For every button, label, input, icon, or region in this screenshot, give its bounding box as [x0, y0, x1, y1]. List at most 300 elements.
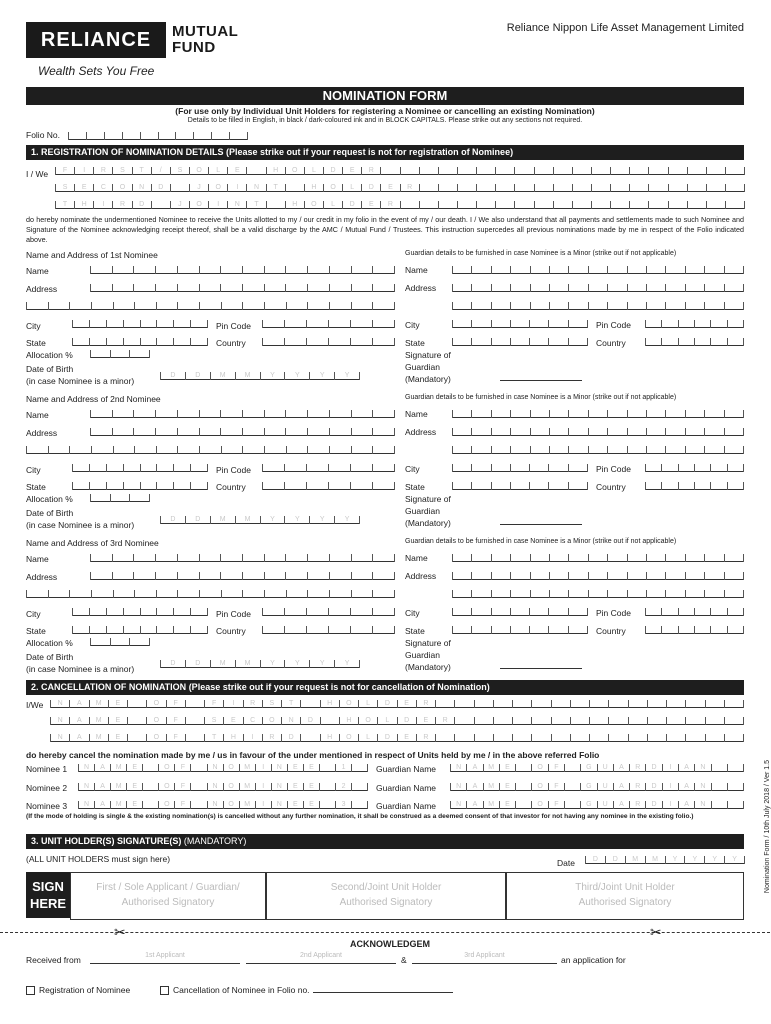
char-box[interactable] [727, 338, 744, 346]
char-box[interactable] [372, 608, 395, 616]
char-box[interactable]: D [605, 856, 625, 864]
char-box[interactable] [549, 446, 568, 454]
char-box[interactable] [284, 626, 306, 634]
guardian-address-line2[interactable] [452, 442, 744, 454]
char-box[interactable] [476, 201, 495, 209]
char-box[interactable] [329, 446, 351, 454]
char-box[interactable] [264, 266, 286, 274]
char-box[interactable] [133, 410, 155, 418]
char-box[interactable] [452, 302, 471, 310]
char-box[interactable] [400, 167, 419, 175]
char-box[interactable] [491, 410, 510, 418]
char-box[interactable]: D [160, 516, 185, 524]
char-box[interactable] [724, 590, 744, 598]
char-box[interactable] [177, 590, 199, 598]
char-box[interactable] [704, 410, 723, 418]
nominee-pin-input[interactable] [262, 460, 395, 472]
char-box[interactable] [329, 554, 351, 562]
char-box[interactable] [112, 554, 134, 562]
char-box[interactable] [89, 482, 106, 490]
char-box[interactable] [591, 201, 610, 209]
char-box[interactable] [589, 734, 608, 742]
char-box[interactable] [286, 446, 308, 454]
char-box[interactable] [628, 717, 647, 725]
char-box[interactable] [471, 554, 490, 562]
char-box[interactable] [127, 700, 146, 708]
char-box[interactable] [350, 626, 372, 634]
char-box[interactable] [242, 284, 264, 292]
char-box[interactable]: M [235, 516, 260, 524]
char-box[interactable] [610, 201, 629, 209]
char-box[interactable]: F [548, 783, 564, 791]
char-box[interactable]: H [285, 201, 304, 209]
char-box[interactable]: M [210, 372, 235, 380]
char-box[interactable] [668, 184, 687, 192]
char-box[interactable] [351, 801, 368, 809]
char-box[interactable]: E [126, 764, 142, 772]
char-box[interactable] [220, 284, 242, 292]
char-box[interactable] [177, 428, 199, 436]
char-box[interactable] [285, 554, 307, 562]
char-box[interactable] [452, 608, 471, 616]
char-box[interactable] [328, 626, 350, 634]
char-box[interactable]: D [185, 660, 210, 668]
char-box[interactable] [685, 284, 704, 292]
char-box[interactable] [133, 572, 155, 580]
char-box[interactable] [127, 734, 146, 742]
char-box[interactable]: C [93, 184, 112, 192]
char-box[interactable] [529, 338, 548, 346]
cancel-holder2-input[interactable] [50, 713, 744, 725]
char-box[interactable] [694, 608, 710, 616]
char-box[interactable] [491, 464, 510, 472]
char-box[interactable] [710, 320, 726, 328]
char-box[interactable] [190, 320, 208, 328]
char-box[interactable] [727, 608, 744, 616]
char-box[interactable] [665, 284, 684, 292]
char-box[interactable] [307, 572, 329, 580]
ack-applicant3[interactable]: 3rd Applicant [412, 952, 557, 964]
char-box[interactable] [531, 700, 550, 708]
char-box[interactable] [199, 266, 221, 274]
char-box[interactable]: D [160, 372, 185, 380]
char-box[interactable]: D [377, 700, 396, 708]
char-box[interactable]: N [78, 783, 94, 791]
guardian-signature-line[interactable] [500, 380, 582, 381]
char-box[interactable] [91, 590, 113, 598]
char-box[interactable] [548, 320, 567, 328]
char-box[interactable] [452, 626, 471, 634]
char-box[interactable] [457, 201, 476, 209]
char-box[interactable]: Y [309, 660, 334, 668]
char-box[interactable] [110, 638, 130, 646]
char-box[interactable] [329, 572, 351, 580]
char-box[interactable]: E [361, 201, 380, 209]
char-box[interactable] [177, 572, 199, 580]
guardian-name-input[interactable] [452, 550, 744, 562]
char-box[interactable] [491, 482, 510, 490]
char-box[interactable]: M [239, 764, 255, 772]
char-box[interactable]: N [246, 184, 265, 192]
guardian-city-input[interactable] [452, 460, 588, 472]
char-box[interactable] [685, 734, 704, 742]
char-box[interactable]: E [499, 783, 515, 791]
char-box[interactable] [129, 494, 150, 502]
char-box[interactable] [285, 410, 307, 418]
char-box[interactable] [262, 608, 284, 616]
char-box[interactable]: U [597, 801, 613, 809]
char-box[interactable]: F [548, 801, 564, 809]
char-box[interactable]: D [185, 372, 210, 380]
char-box[interactable] [530, 590, 549, 598]
char-box[interactable] [123, 626, 140, 634]
char-box[interactable] [106, 608, 123, 616]
char-box[interactable] [221, 302, 243, 310]
char-box[interactable] [173, 320, 190, 328]
char-box[interactable]: N [450, 801, 466, 809]
char-box[interactable] [190, 608, 208, 616]
char-box[interactable]: I [208, 201, 227, 209]
char-box[interactable] [510, 410, 529, 418]
guardian-address-line1[interactable] [452, 424, 744, 436]
nominee-address-line1[interactable] [90, 424, 395, 436]
char-box[interactable] [706, 167, 725, 175]
char-box[interactable] [173, 464, 190, 472]
char-box[interactable] [242, 554, 264, 562]
char-box[interactable] [193, 132, 211, 140]
char-box[interactable]: O [358, 717, 377, 725]
char-box[interactable] [380, 167, 399, 175]
char-box[interactable] [512, 700, 531, 708]
char-box[interactable] [568, 554, 587, 562]
char-box[interactable] [665, 572, 684, 580]
char-box[interactable] [491, 590, 510, 598]
ack-option-registration[interactable] [26, 985, 130, 995]
char-box[interactable]: A [466, 783, 482, 791]
char-box[interactable] [568, 446, 587, 454]
char-box[interactable]: R [243, 700, 262, 708]
char-box[interactable] [727, 482, 744, 490]
char-box[interactable] [647, 717, 666, 725]
char-box[interactable] [704, 590, 723, 598]
char-box[interactable] [140, 132, 158, 140]
char-box[interactable]: O [339, 700, 358, 708]
char-box[interactable] [646, 572, 665, 580]
char-box[interactable] [328, 608, 350, 616]
char-box[interactable] [199, 590, 221, 598]
char-box[interactable] [306, 320, 328, 328]
char-box[interactable] [307, 266, 329, 274]
char-box[interactable] [262, 320, 284, 328]
char-box[interactable]: F [166, 717, 185, 725]
char-box[interactable] [491, 554, 510, 562]
char-box[interactable] [591, 184, 610, 192]
char-box[interactable] [530, 284, 549, 292]
char-box[interactable]: E [108, 717, 127, 725]
char-box[interactable] [551, 717, 570, 725]
char-box[interactable] [90, 554, 112, 562]
char-box[interactable] [530, 572, 549, 580]
char-box[interactable] [48, 590, 70, 598]
char-box[interactable]: O [189, 201, 208, 209]
char-box[interactable]: U [597, 764, 613, 772]
char-box[interactable]: E [397, 734, 416, 742]
char-box[interactable] [495, 167, 514, 175]
guardian-name-input[interactable] [452, 406, 744, 418]
char-box[interactable] [471, 410, 490, 418]
char-box[interactable] [666, 700, 685, 708]
char-box[interactable] [568, 338, 588, 346]
char-box[interactable] [69, 302, 91, 310]
char-box[interactable]: J [189, 184, 208, 192]
char-box[interactable] [400, 201, 419, 209]
char-box[interactable] [514, 184, 533, 192]
char-box[interactable] [661, 320, 677, 328]
char-box[interactable] [91, 446, 113, 454]
char-box[interactable] [694, 320, 710, 328]
char-box[interactable] [229, 132, 248, 140]
nominee-address-line2[interactable] [26, 298, 395, 310]
char-box[interactable]: / [151, 167, 170, 175]
char-box[interactable] [724, 734, 744, 742]
char-box[interactable] [588, 554, 607, 562]
char-box[interactable] [127, 717, 146, 725]
char-box[interactable] [106, 482, 123, 490]
char-box[interactable] [284, 608, 306, 616]
char-box[interactable] [493, 734, 512, 742]
char-box[interactable] [588, 284, 607, 292]
char-box[interactable] [591, 167, 610, 175]
char-box[interactable] [607, 572, 626, 580]
char-box[interactable] [727, 764, 744, 772]
char-box[interactable] [89, 320, 106, 328]
char-box[interactable] [564, 764, 580, 772]
allocation-input[interactable] [90, 346, 150, 358]
guardian-state-input[interactable] [452, 334, 588, 346]
char-box[interactable] [104, 132, 122, 140]
char-box[interactable]: N [281, 717, 300, 725]
char-box[interactable] [372, 284, 395, 292]
char-box[interactable] [438, 167, 457, 175]
char-box[interactable] [610, 167, 629, 175]
char-box[interactable] [155, 554, 177, 562]
char-box[interactable] [710, 464, 726, 472]
char-box[interactable] [285, 266, 307, 274]
char-box[interactable] [190, 783, 206, 791]
char-box[interactable] [286, 590, 308, 598]
char-box[interactable] [568, 572, 587, 580]
char-box[interactable] [491, 626, 510, 634]
char-box[interactable] [129, 350, 150, 358]
char-box[interactable] [685, 572, 704, 580]
char-box[interactable]: L [342, 184, 361, 192]
char-box[interactable]: N [694, 764, 710, 772]
char-box[interactable] [534, 167, 553, 175]
char-box[interactable] [438, 184, 457, 192]
char-box[interactable] [568, 428, 587, 436]
char-box[interactable] [264, 590, 286, 598]
char-box[interactable]: D [151, 184, 170, 192]
char-box[interactable]: E [287, 764, 303, 772]
cancel-guardian1-input[interactable] [450, 760, 744, 772]
char-box[interactable] [175, 132, 193, 140]
char-box[interactable] [190, 464, 208, 472]
char-box[interactable] [705, 717, 724, 725]
char-box[interactable]: M [210, 516, 235, 524]
char-box[interactable]: Y [334, 372, 360, 380]
char-box[interactable] [685, 446, 704, 454]
char-box[interactable] [568, 590, 587, 598]
char-box[interactable] [69, 590, 91, 598]
nominee-name-input[interactable] [90, 550, 395, 562]
char-box[interactable] [515, 764, 531, 772]
char-box[interactable]: T [132, 167, 151, 175]
char-box[interactable] [185, 734, 204, 742]
char-box[interactable] [329, 590, 351, 598]
char-box[interactable] [510, 554, 529, 562]
char-box[interactable] [123, 482, 140, 490]
char-box[interactable] [678, 464, 694, 472]
char-box[interactable] [351, 783, 368, 791]
char-box[interactable] [530, 302, 549, 310]
nominee-address-line1[interactable] [90, 568, 395, 580]
char-box[interactable] [452, 320, 471, 328]
char-box[interactable] [510, 446, 529, 454]
char-box[interactable] [90, 350, 110, 358]
char-box[interactable] [685, 717, 704, 725]
char-box[interactable] [190, 764, 206, 772]
char-box[interactable]: E [227, 167, 246, 175]
char-box[interactable] [351, 590, 373, 598]
char-box[interactable] [72, 320, 89, 328]
char-box[interactable]: I [227, 184, 246, 192]
char-box[interactable] [351, 554, 373, 562]
char-box[interactable] [476, 167, 495, 175]
char-box[interactable] [372, 338, 395, 346]
char-box[interactable] [530, 410, 549, 418]
char-box[interactable]: Y [284, 660, 309, 668]
char-box[interactable] [140, 482, 157, 490]
char-box[interactable] [435, 734, 454, 742]
char-box[interactable]: R [93, 167, 112, 175]
char-box[interactable]: H [320, 700, 339, 708]
char-box[interactable] [328, 320, 350, 328]
char-box[interactable] [452, 590, 471, 598]
char-box[interactable]: E [74, 184, 93, 192]
char-box[interactable] [627, 284, 646, 292]
char-box[interactable] [285, 428, 307, 436]
char-box[interactable]: M [110, 764, 126, 772]
char-box[interactable]: E [303, 783, 319, 791]
char-box[interactable] [704, 428, 723, 436]
char-box[interactable] [471, 338, 490, 346]
char-box[interactable]: S [262, 700, 281, 708]
char-box[interactable] [134, 590, 156, 598]
char-box[interactable] [155, 284, 177, 292]
char-box[interactable] [529, 626, 548, 634]
char-box[interactable] [419, 201, 438, 209]
char-box[interactable]: Y [309, 516, 334, 524]
char-box[interactable] [627, 590, 646, 598]
char-box[interactable] [26, 302, 48, 310]
char-box[interactable] [307, 554, 329, 562]
holder2-name-input[interactable] [55, 180, 745, 192]
char-box[interactable] [372, 302, 395, 310]
char-box[interactable] [264, 554, 286, 562]
char-box[interactable]: M [483, 801, 499, 809]
char-box[interactable] [491, 320, 510, 328]
char-box[interactable] [199, 428, 221, 436]
char-box[interactable] [140, 464, 157, 472]
char-box[interactable]: O [339, 734, 358, 742]
char-box[interactable]: T [281, 700, 300, 708]
char-box[interactable] [685, 428, 704, 436]
char-box[interactable] [185, 700, 204, 708]
char-box[interactable] [687, 184, 706, 192]
char-box[interactable] [173, 338, 190, 346]
char-box[interactable]: Y [284, 372, 309, 380]
char-box[interactable] [69, 446, 91, 454]
char-box[interactable]: A [613, 764, 629, 772]
char-box[interactable] [372, 590, 395, 598]
char-box[interactable] [568, 410, 587, 418]
char-box[interactable] [155, 266, 177, 274]
char-box[interactable]: O [531, 801, 547, 809]
char-box[interactable]: 3 [335, 801, 351, 809]
char-box[interactable] [510, 608, 529, 616]
char-box[interactable] [177, 302, 199, 310]
char-box[interactable] [284, 320, 306, 328]
char-box[interactable] [177, 554, 199, 562]
nominee-country-input[interactable] [262, 622, 395, 634]
char-box[interactable] [307, 428, 329, 436]
char-box[interactable] [491, 572, 510, 580]
cancel-nominee2-input[interactable] [78, 779, 368, 791]
cancellation-checkbox[interactable] [160, 986, 169, 995]
char-box[interactable] [515, 783, 531, 791]
char-box[interactable] [221, 446, 243, 454]
char-box[interactable]: R [361, 167, 380, 175]
char-box[interactable] [306, 338, 328, 346]
char-box[interactable] [68, 132, 86, 140]
char-box[interactable]: T [204, 734, 223, 742]
char-box[interactable]: N [78, 764, 94, 772]
char-box[interactable] [156, 464, 173, 472]
char-box[interactable]: I [74, 167, 93, 175]
char-box[interactable] [419, 184, 438, 192]
char-box[interactable] [329, 410, 351, 418]
char-box[interactable] [307, 446, 329, 454]
char-box[interactable] [474, 734, 493, 742]
char-box[interactable] [607, 410, 626, 418]
char-box[interactable] [220, 554, 242, 562]
char-box[interactable] [89, 464, 106, 472]
char-box[interactable]: T [246, 201, 265, 209]
char-box[interactable] [307, 302, 329, 310]
cancel-holder1-input[interactable] [50, 696, 744, 708]
char-box[interactable] [548, 482, 567, 490]
char-box[interactable] [529, 608, 548, 616]
char-box[interactable] [471, 608, 490, 616]
char-box[interactable] [493, 717, 512, 725]
char-box[interactable] [724, 428, 744, 436]
char-box[interactable] [300, 700, 319, 708]
char-box[interactable]: M [89, 734, 108, 742]
char-box[interactable]: O [223, 783, 239, 791]
cancel-guardian3-input[interactable] [450, 797, 744, 809]
char-box[interactable] [134, 302, 156, 310]
char-box[interactable]: N [450, 783, 466, 791]
